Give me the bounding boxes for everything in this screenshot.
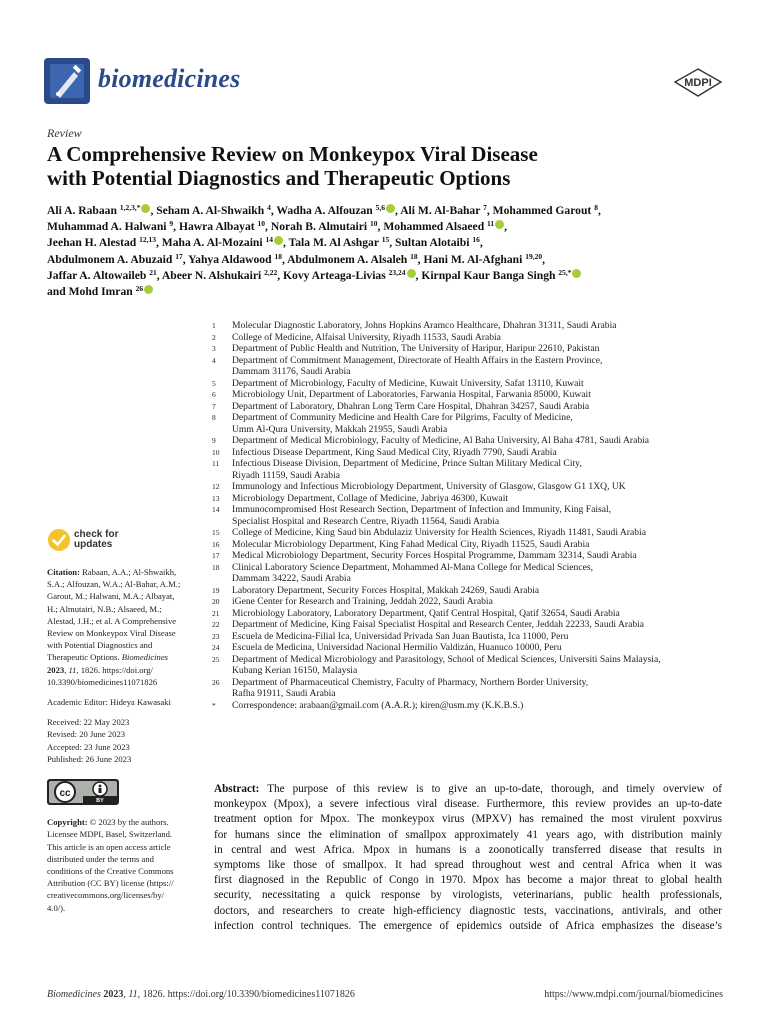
affiliation-line: Department of Public Health and Nutrition, The University of Haripur, Haripur 22610, Pakistan <box>232 343 600 354</box>
affiliation-number: 18 <box>212 562 220 572</box>
affiliation-number: 23 <box>212 631 220 641</box>
affiliation-item <box>212 539 732 551</box>
author-name[interactable]: Hawra Albayat <box>178 220 258 234</box>
affiliation-number: 25 <box>212 654 220 664</box>
title-line: with Potential Diagnostics and Therapeutic Options <box>47 166 511 190</box>
author-name[interactable]: Norah B. Almutairi <box>270 220 371 234</box>
affiliation-item <box>212 343 732 355</box>
affiliation-line: Medical Microbiology Department, Security Forces Hospital Programme, Dammam 32314, Saudi Arabia <box>232 550 637 561</box>
affiliation-item <box>212 550 732 562</box>
affiliation-line: Specialist Hospital and Research Centre, Riyadh 11564, Saudi Arabia <box>232 515 500 527</box>
affiliation-item <box>212 447 732 459</box>
affiliation-item <box>212 412 732 435</box>
affiliation-text <box>232 539 732 551</box>
author-name[interactable]: Yahya Aldawood <box>188 252 275 266</box>
affiliation-text <box>232 654 732 677</box>
affiliation-number: 3 <box>212 344 216 353</box>
affiliation-number: 6 <box>212 390 216 399</box>
affiliation-line: Molecular Diagnostic Laboratory, Johns Hopkins Aramco Healthcare, Dhahran 31311, Saudi Arabia <box>232 320 617 331</box>
affiliation-number: 11 <box>212 459 220 468</box>
affiliation-number: 17 <box>212 551 220 560</box>
affiliation-item <box>212 389 732 401</box>
author-affiliation-marker: 2,22 <box>264 267 278 277</box>
affiliation-item <box>212 378 732 390</box>
author-name[interactable]: Muhammad A. Halwani <box>47 220 170 234</box>
affiliation-line: Department of Medicine, King Faisal Specialist Hospital and Research Center, Jeddah 22233, Saudi Arabia <box>232 619 645 630</box>
affiliation-line: Rafha 91911, Saudi Arabia <box>232 688 336 699</box>
affiliation-line: Dammam 34222, Saudi Arabia <box>232 573 351 584</box>
author-affiliation-marker: 19,20 <box>525 251 543 261</box>
affiliation-item <box>212 619 732 631</box>
affiliation-line: College of Medicine, Alfaisal University, Riyadh 11533, Saudi Arabia <box>232 331 501 343</box>
author-affiliation-marker: 26 <box>135 284 144 294</box>
article-sidebar <box>47 528 197 922</box>
affiliation-line: Department of Medical Microbiology, Faculty of Medicine, Al Baha University, Al Baha 4781, Saudi Arabia <box>232 435 650 446</box>
affiliation-text <box>232 677 732 700</box>
author-separator: , <box>182 252 189 266</box>
svg-text:BY: BY <box>96 798 104 805</box>
affiliation-text <box>232 504 732 527</box>
author-name[interactable]: Kirnpal Kaur Banga Singh <box>421 268 559 282</box>
affiliation-number: 15 <box>212 528 220 537</box>
affiliation-number: 12 <box>212 482 220 491</box>
author-affiliation-marker: 18 <box>274 251 282 261</box>
affiliation-number: 21 <box>212 608 220 618</box>
affiliation-item <box>212 435 732 447</box>
author-name[interactable]: Sultan Alotaibi <box>395 236 473 250</box>
affiliation-text <box>232 493 732 505</box>
author-affiliation-marker: 17 <box>175 251 183 261</box>
copyright-label: Copyright: <box>47 817 88 828</box>
check-updates-label: check for updates <box>74 529 119 550</box>
author-name[interactable]: Ali A. Rabaan <box>47 204 120 217</box>
affiliation-line: Escuela de Medicina, Universidad Nacional Hermilio Valdizán, Huanuco 10000, Peru <box>232 642 562 653</box>
affiliation-text <box>232 435 732 447</box>
accepted-date: Accepted: 23 June 2023 <box>47 741 130 752</box>
cc-by-license-icon[interactable] <box>47 779 119 805</box>
copyright-notice: Copyright: © 2023 by the authors. Licensee MDPI, Basel, Switzerland. This article is an open access article distributed under the terms and conditions of the Creative Commons Attribution (CC BY) license (https:// creativecommons.org/licenses/by/ 4.0/). <box>47 817 174 913</box>
author-name[interactable]: Maha A. Al-Mozaini <box>161 236 266 250</box>
citation-doi-link[interactable]: 10.3390/biomedicines11071826 <box>47 676 158 687</box>
author-name[interactable]: Seham A. Al-Shwaikh <box>156 204 268 217</box>
affiliation-item <box>212 631 732 643</box>
publication-dates <box>47 716 197 765</box>
author-separator: , <box>281 252 288 266</box>
author-affiliation-marker: 12,13 <box>139 235 156 245</box>
affiliation-line: Department of Commitment Management, Directorate of Health Affairs in the Eastern Province, <box>232 354 603 366</box>
author-name[interactable]: Ali M. Al-Bahar <box>400 204 484 217</box>
affiliation-number: 8 <box>212 413 216 422</box>
abstract-label: Abstract: <box>214 783 260 795</box>
affiliation-number: 14 <box>212 505 220 514</box>
affiliation-line: Infectious Disease Department, King Saud Medical City, Riyadh 7790, Saudi Arabia <box>232 446 557 458</box>
affiliation-line: Department of Pharmaceutical Chemistry, Faculty of Pharmacy, Northern Border University, <box>232 676 589 688</box>
affiliation-text <box>232 355 732 378</box>
received-date: Received: 22 May 2023 <box>47 717 130 728</box>
footer-citation: Biomedicines 2023, 11, 1826. https://doi.org/10.3390/biomedicines11071826 <box>47 989 355 1000</box>
affiliation-line: Dammam 31176, Saudi Arabia <box>232 366 351 377</box>
affiliation-line: Department of Community Medicine and Health Care for Pilgrims, Faculty of Medicine, <box>232 412 573 423</box>
author-separator: , <box>277 268 284 282</box>
affiliation-number: 10 <box>212 447 220 457</box>
affiliation-number: 20 <box>212 597 220 606</box>
author-affiliation-marker: 15 <box>381 235 390 245</box>
author-affiliation-marker: 21 <box>149 267 157 277</box>
affiliation-text <box>232 320 732 332</box>
author-affiliation-marker: 18 <box>410 251 418 261</box>
author-line <box>47 235 727 251</box>
author-separator: , <box>156 236 162 250</box>
author-name[interactable]: Tala M. Al Ashgar <box>288 236 382 250</box>
author-name[interactable]: Hani M. Al-Afghani <box>423 252 526 266</box>
svg-text:MDPI: MDPI <box>684 77 712 89</box>
author-separator: , <box>417 252 424 266</box>
affiliation-list <box>212 320 732 711</box>
author-name[interactable]: Abeer N. Alshukairi <box>161 268 265 282</box>
affiliation-text <box>232 343 732 355</box>
affiliation-text <box>232 562 732 585</box>
affiliation-item <box>212 596 732 608</box>
author-affiliation-marker: 25,* <box>558 267 572 277</box>
affiliation-number: 13 <box>212 493 220 503</box>
affiliation-line: Escuela de Medicina-Filial Ica, Universidad Privada San Juan Bautista, Ica 11000, Peru <box>232 630 569 642</box>
affiliation-number: 1 <box>212 321 216 330</box>
affiliation-line: Immunology and Infectious Microbiology Department, University of Glasgow, Glasgow G1 1XQ, UK <box>232 481 626 492</box>
author-affiliation-marker: 5,6 <box>375 203 386 212</box>
author-affiliation-marker: 1,2,3,* <box>119 203 141 212</box>
author-separator: , <box>479 236 483 250</box>
author-separator: , <box>597 204 601 217</box>
author-affiliation-marker: 23,24 <box>388 267 406 277</box>
author-separator: , <box>150 204 157 217</box>
orcid-icon[interactable] <box>274 236 283 245</box>
abstract: Abstract: The purpose of this review is to give an up-to-date, thorough, and timely overview of monkeypox (Mpox), a severe infectious viral disease. Furthermore, this review provides an up-to-date treatment option for Mpox. The monkeypox virus (MPXV) has remained the most virulent poxvirus for humans since the elimination of smallpox approximately 41 years ago, with distribution mainly in central and west Africa. Mpox in humans is a zoonotically transferred disease that results in symptoms like those of smallpox. It had spread throughout west and central Africa when it was first diagnosed in the Republic of Congo in 1970. Mpox has become a major threat to global health security, necessitating a quick response by virologists, veterinarians, public health professionals, doctors, and researchers to create high-efficiency diagnostic tests, vaccinations, antivirals, and other infection control techniques. The emergence of epidemics outside of Africa emphasizes the disease’s <box>214 783 722 932</box>
affiliation-item <box>212 401 732 413</box>
author-separator: , <box>542 252 546 266</box>
affiliation-number: 9 <box>212 436 216 445</box>
author-separator: , <box>395 204 401 217</box>
citation-block: Citation: Rabaan, A.A.; Al-Shwaikh, S.A.; Alfouzan, W.A.; Al-Bahar, A.M.; Garout, M.; Halwani, M.A.; Albayat, H.; Almutairi, N.B.; Alsaeed, M.; Alestad, J.H.; et al. A Comprehensive Review on Monkeypox Viral Disease with Potential Diagnostics and Therapeutic Options. Biomedicines 2023, 11, 1826. https://doi.org/ 10.3390/biomedicines11071826 <box>47 566 197 688</box>
journal-header <box>44 58 724 108</box>
author-separator: , <box>156 268 162 282</box>
citation-label: Citation: <box>47 567 80 577</box>
affiliation-line: Department of Laboratory, Dhahran Long Term Care Hospital, Dhahran 34257, Saudi Arabia <box>232 400 590 412</box>
orcid-icon[interactable] <box>386 204 395 213</box>
affiliation-item <box>212 700 732 712</box>
author-affiliation-marker: 16 <box>472 235 480 245</box>
author-affiliation-marker: 14 <box>265 235 273 245</box>
affiliation-number: 24 <box>212 643 220 652</box>
author-line <box>47 219 727 235</box>
author-separator: , <box>415 268 422 282</box>
affiliation-text <box>232 401 732 413</box>
affiliation-line: Kubang Kerian 16150, Malaysia <box>232 665 358 676</box>
svg-text:cc: cc <box>59 788 71 800</box>
author-name[interactable]: and Mohd Imran <box>47 285 136 299</box>
author-affiliation-marker: 8 <box>594 203 598 212</box>
author-name[interactable]: Jeehan H. Alestad <box>47 236 140 250</box>
affiliation-line: Laboratory Department, Security Forces Hospital, Makkah 24269, Saudi Arabia <box>232 584 540 596</box>
title-line: A Comprehensive Review on Monkeypox Viral Disease <box>47 142 538 166</box>
author-name[interactable]: Mohammed Garout <box>492 204 595 217</box>
affiliation-item <box>212 608 732 620</box>
author-name[interactable]: Jaffar A. Altowaileb <box>47 268 150 282</box>
author-name[interactable]: Abdulmonem A. Abuzaid <box>47 252 176 266</box>
affiliation-line: Department of Microbiology, Faculty of Medicine, Kuwait University, Safat 13110, Kuwait <box>232 377 584 389</box>
author-affiliation-marker: 10 <box>370 219 378 229</box>
affiliation-text <box>232 550 732 562</box>
affiliation-text <box>232 378 732 390</box>
author-separator: , <box>173 220 179 234</box>
affiliation-number: 19 <box>212 585 220 595</box>
author-separator: , <box>283 236 289 250</box>
academic-editor: Academic Editor: Hideya Kawasaki <box>47 697 171 708</box>
affiliation-number: 22 <box>212 620 220 629</box>
author-separator: , <box>265 220 271 234</box>
orcid-icon[interactable] <box>407 269 416 278</box>
affiliation-text <box>232 389 732 401</box>
check-for-updates-button[interactable] <box>47 528 197 556</box>
author-separator: , <box>270 204 277 217</box>
affiliation-text <box>232 332 732 344</box>
orcid-icon[interactable] <box>144 285 153 294</box>
affiliation-text <box>232 642 732 654</box>
mdpi-logo-icon <box>672 68 724 98</box>
author-line <box>47 203 727 219</box>
affiliation-text <box>232 458 732 481</box>
affiliation-text <box>232 608 732 620</box>
check-updates-icon <box>47 528 71 552</box>
journal-logo-icon <box>44 58 90 104</box>
author-separator: , <box>504 220 508 234</box>
affiliation-line: Correspondence: arabaan@gmail.com (A.A.R.); kiren@usm.my (K.K.B.S.) <box>232 699 524 711</box>
revised-date: Revised: 20 June 2023 <box>47 729 126 740</box>
article-title <box>47 142 727 190</box>
affiliation-number: * <box>212 700 216 710</box>
affiliation-text <box>232 700 732 712</box>
affiliation-item <box>212 332 732 344</box>
affiliation-line: Immunocompromised Host Research Section, Department of Infection and Immunity, King Faisal, <box>232 504 612 515</box>
affiliation-text <box>232 619 732 631</box>
author-separator: , <box>486 204 493 217</box>
author-list <box>47 203 727 300</box>
affiliation-text <box>232 631 732 643</box>
affiliation-text <box>232 447 732 459</box>
affiliation-line: Department of Medical Microbiology and Parasitology, School of Medical Sciences, Universiti Sains Malaysia, <box>232 653 661 665</box>
affiliation-item <box>212 458 732 481</box>
author-name[interactable]: Wadha A. Alfouzan <box>276 204 376 217</box>
affiliation-item <box>212 493 732 505</box>
affiliation-text <box>232 596 732 608</box>
affiliation-line: iGene Center for Research and Training, Jeddah 2022, Saudi Arabia <box>232 596 493 607</box>
author-name[interactable]: Kovy Arteaga-Livias <box>283 268 389 282</box>
author-name[interactable]: Abdulmonem A. Alsaleh <box>287 252 411 266</box>
author-name[interactable]: Mohammed Alsaeed <box>383 220 488 234</box>
affiliation-line: Infectious Disease Division, Department of Medicine, Prince Sultan Military Medical City, <box>232 458 582 469</box>
affiliation-item <box>212 355 732 378</box>
affiliation-text <box>232 481 732 493</box>
author-affiliation-marker: 7 <box>483 203 487 212</box>
affiliation-line: College of Medicine, King Saud bin Abdulaziz University for Health Sciences, Riyadh 11481, Saudi Arabia <box>232 527 646 538</box>
affiliation-number: 2 <box>212 332 216 342</box>
affiliation-number: 26 <box>212 677 220 687</box>
affiliation-line: Umm Al-Qura University, Makkah 21955, Saudi Arabia <box>232 423 448 435</box>
affiliation-number: 16 <box>212 539 220 549</box>
journal-url-link[interactable]: https://www.mdpi.com/journal/biomedicines <box>544 989 723 1000</box>
affiliation-item <box>212 481 732 493</box>
affiliation-line: Microbiology Unit, Department of Laboratories, Farwania Hospital, Farwania 85000, Kuwait <box>232 389 591 400</box>
published-date: Published: 26 June 2023 <box>47 753 132 764</box>
article-type: Review <box>47 126 82 140</box>
affiliation-number: 4 <box>212 355 216 365</box>
affiliation-item <box>212 504 732 527</box>
affiliation-text <box>232 412 732 435</box>
affiliation-number: 5 <box>212 378 216 388</box>
affiliation-item <box>212 677 732 700</box>
author-affiliation-marker: 9 <box>169 219 174 229</box>
author-affiliation-marker: 4 <box>267 203 271 212</box>
affiliation-item <box>212 654 732 677</box>
author-line <box>47 252 727 268</box>
affiliation-line: Molecular Microbiology Department, King Fahad Medical City, Riyadh 11525, Saudi Arabia <box>232 538 590 550</box>
affiliation-line: Microbiology Department, Collage of Medicine, Jabriya 46300, Kuwait <box>232 492 509 504</box>
affiliation-text <box>232 527 732 539</box>
affiliation-item <box>212 642 732 654</box>
journal-name: biomedicines <box>98 64 241 93</box>
author-line <box>47 268 727 284</box>
affiliation-item <box>212 527 732 539</box>
orcid-icon[interactable] <box>495 220 504 229</box>
orcid-icon[interactable] <box>572 269 581 278</box>
author-affiliation-marker: 10 <box>257 219 266 229</box>
author-line <box>47 284 727 300</box>
affiliation-text <box>232 585 732 597</box>
author-separator: , <box>389 236 395 250</box>
affiliation-item <box>212 320 732 332</box>
affiliation-item <box>212 562 732 585</box>
author-separator: , <box>377 220 384 234</box>
author-affiliation-marker: 11 <box>487 219 495 229</box>
affiliation-line: Riyadh 11159, Saudi Arabia <box>232 469 341 481</box>
affiliation-item <box>212 585 732 597</box>
affiliation-line: Microbiology Laboratory, Laboratory Department, Qatif Central Hospital, Qatif 32654, Saudi Arabia <box>232 607 620 619</box>
affiliation-number: 7 <box>212 401 216 411</box>
affiliation-line: Clinical Laboratory Science Department, Mohammed Al-Mana College for Medical Sciences, <box>232 561 593 573</box>
